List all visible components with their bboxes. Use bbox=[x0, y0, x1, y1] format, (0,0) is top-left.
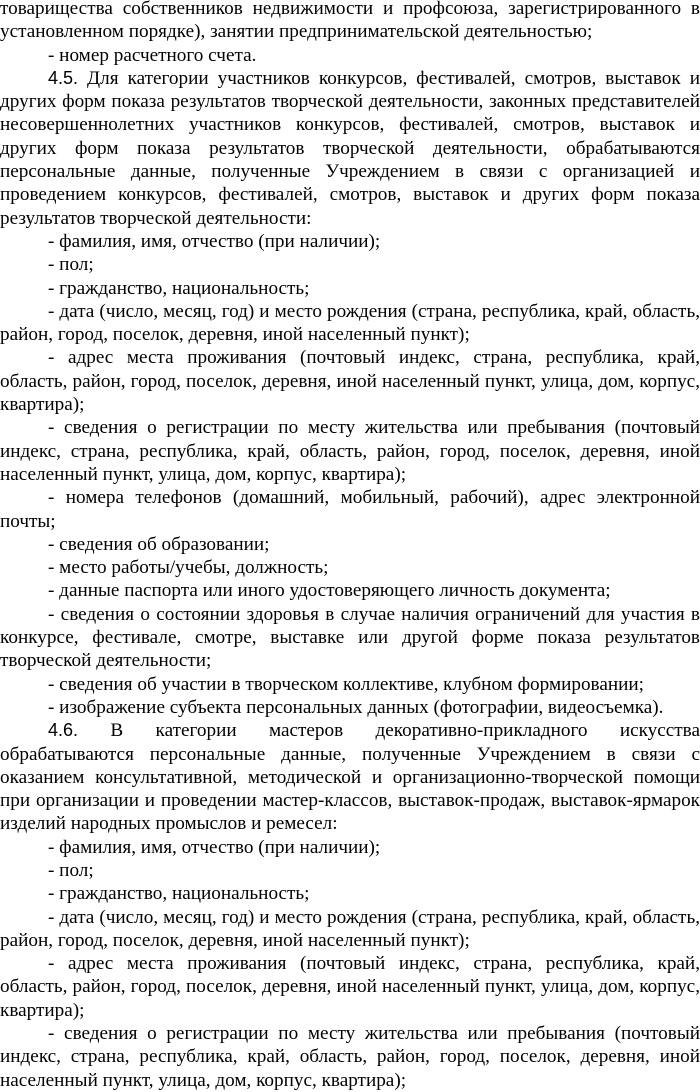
list-item bbox=[0, 253, 700, 276]
paragraph-text: - изображение субъекта персональных данных (фотографии, видеосъемка). bbox=[48, 696, 664, 718]
list-item bbox=[0, 836, 700, 859]
section-paragraph bbox=[0, 67, 700, 230]
paragraph-text: - фамилия, имя, отчество (при наличии); bbox=[48, 230, 381, 252]
list-item bbox=[0, 556, 700, 579]
paragraph-text: - сведения об участии в творческом коллективе, клубном формировании; bbox=[48, 673, 645, 695]
list-item bbox=[0, 952, 700, 1022]
list-item bbox=[0, 603, 700, 673]
paragraph-text: Для категории участников конкурсов, фестивалей, смотров, выставок и других форм показа результатов творческой деятельности, законных представителей несовершеннолетних участников конкурсов, фестивалей, смотров, выставок и других форм показа результатов творческой деятельности, обрабатываются персональные данные, полученные Учреждением в связи с организацией и проведением конкурсов, фестивалей, смотров, выставок и других форм показа результатов творческой деятельности: bbox=[0, 67, 700, 229]
paragraph-text: - номер расчетного счета. bbox=[48, 44, 257, 66]
paragraph-text: - адрес места проживания (почтовый индекс, страна, республика, край, область, район, город, поселок, деревня, иной населенный пункт, улица, дом, корпус, квартира); bbox=[0, 953, 700, 1021]
list-item bbox=[0, 300, 700, 347]
section-paragraph bbox=[0, 719, 700, 835]
paragraph-text: товарищества собственников недвижимости и профсоюза, зарегистрированного в установленном порядке), занятии предпринимательской деятельностью; bbox=[0, 0, 700, 43]
paragraph-text: - сведения о регистрации по месту жительства или пребывания (почтовый индекс, страна, республика, край, область, район, город, поселок, деревня, иной населенный пункт, улица, дом, корпус, квартира); bbox=[0, 1023, 700, 1091]
paragraph-text: - место работы/учебы, должность; bbox=[48, 557, 329, 579]
list-item bbox=[0, 579, 700, 602]
list-item bbox=[0, 346, 700, 416]
paragraph-text: - пол; bbox=[48, 859, 94, 881]
list-item bbox=[0, 277, 700, 300]
list-item bbox=[0, 696, 700, 719]
list-item bbox=[0, 859, 700, 882]
list-item bbox=[0, 230, 700, 253]
paragraph-text: - дата (число, месяц, год) и место рождения (страна, республика, край, область, район, город, поселок, деревня, иной населенный пункт); bbox=[0, 300, 700, 346]
paragraph-text: - сведения о регистрации по месту жительства или пребывания (почтовый индекс, страна, республика, край, область, район, город, поселок, деревня, иной населенный пункт, улица, дом, корпус, квартира); bbox=[0, 417, 700, 485]
paragraph-text: - гражданство, национальность; bbox=[48, 883, 310, 905]
paragraph-text: - сведения о состоянии здоровья в случае наличия ограничений для участия в конкурсе, фестивале, смотре, выставке или другой форме показа результатов творческой деятельности; bbox=[0, 603, 700, 672]
list-item bbox=[0, 882, 700, 905]
paragraph-text: - данные паспорта или иного удостоверяющего личность документа; bbox=[48, 580, 611, 602]
list-item bbox=[0, 486, 700, 533]
section-number: 4.6. bbox=[48, 720, 79, 741]
list-item bbox=[0, 673, 700, 696]
paragraph-text: - фамилия, имя, отчество (при наличии); bbox=[48, 836, 381, 858]
paragraph-text: - пол; bbox=[48, 254, 94, 276]
paragraph-text: - гражданство, национальность; bbox=[48, 277, 310, 299]
list-item bbox=[0, 44, 700, 67]
list-item bbox=[0, 906, 700, 953]
paragraph-text: - сведения об образовании; bbox=[48, 533, 270, 555]
list-item bbox=[0, 533, 700, 556]
paragraph-text: В категории мастеров декоративно-прикладного искусства обрабатываются персональные данные, полученные Учреждением в связи с оказанием консультативной, методической и организационно-творческой помощи при организации и проведении мастер-классов, выставок-продаж, выставок-ярмарок изделий народных промыслов и ремесел: bbox=[0, 720, 700, 835]
section-number: 4.5. bbox=[48, 67, 79, 88]
paragraph-text: - дата (число, месяц, год) и место рождения (страна, республика, край, область, район, город, поселок, деревня, иной населенный пункт); bbox=[0, 906, 700, 951]
paragraph-text: - номера телефонов (домашний, мобильный, рабочий), адрес электронной почты; bbox=[0, 487, 700, 532]
list-item bbox=[0, 1022, 700, 1092]
paragraph-text: - адрес места проживания (почтовый индекс, страна, республика, край, область, район, город, поселок, деревня, иной населенный пункт, улица, дом, корпус, квартира); bbox=[0, 347, 700, 416]
paragraph bbox=[0, 0, 700, 44]
list-item bbox=[0, 416, 700, 486]
